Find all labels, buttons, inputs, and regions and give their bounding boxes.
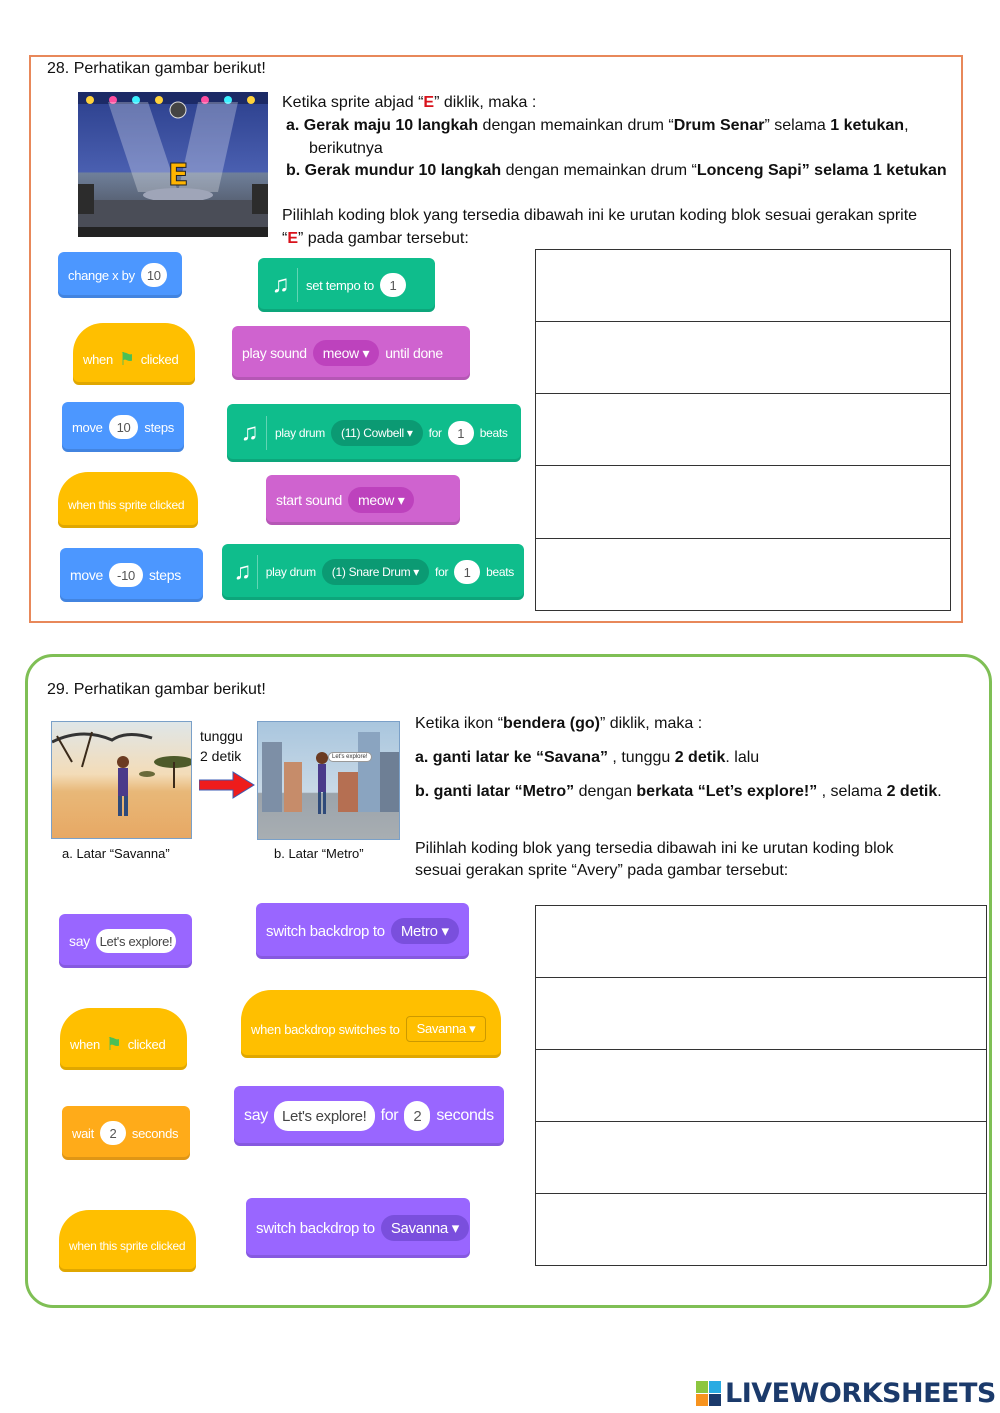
answer-slot-28-2[interactable] [535,321,951,394]
block-switch-backdrop-savanna[interactable]: switch backdrop to Savanna ▾ [246,1198,470,1258]
question-29-step-b: b. ganti latar “Metro” dengan berkata “Let’s explore!” , selama 2 detik. [415,783,942,800]
stage-letter-e-image [78,92,268,237]
question-29-title: 29. Perhatikan gambar berikut! [47,681,266,698]
wait-label [200,726,243,766]
answer-slot-29-4[interactable] [535,1121,987,1194]
question-28-step-a-cont: berikutnya [309,140,383,157]
question-29-step-a: a. ganti latar ke “Savana” , tunggu 2 detik. lalu [415,749,760,766]
block-when-flag-clicked-2[interactable]: when ⚑ clicked [60,1008,187,1070]
question-29-instruction: Pilihlah koding blok yang tersedia dibawah ini ke urutan koding blok [415,840,894,857]
question-28-step-b: b. Gerak mundur 10 langkah dengan memainkan drum “Lonceng Sapi” selama 1 ketukan [286,162,947,179]
block-switch-backdrop-metro[interactable]: switch backdrop to Metro ▾ [256,903,469,959]
speech-bubble: Let's explore! [328,752,372,762]
wait-label-line-2: 2 detik [200,748,242,764]
green-flag-icon: ⚑ [105,1033,122,1054]
stage-letter-e[interactable]: E [168,158,189,193]
question-28-title: 28. Perhatikan gambar berikut! [47,60,266,77]
caption-savanna: a. Latar “Savanna” [62,846,170,861]
answer-slot-29-1[interactable] [535,905,987,978]
block-change-x-by[interactable]: change x by 10 [58,252,182,298]
block-when-sprite-clicked[interactable]: when this sprite clicked [58,472,198,528]
question-28-instruction: Pilihlah koding blok yang tersedia dibawah ini ke urutan koding blok sesuai gerakan sprite [282,207,918,224]
savanna-backdrop-image [51,721,192,839]
liveworksheets-logo [696,1376,994,1410]
block-play-drum-snare[interactable]: ♫ play drum (1) Snare Drum ▾ for 1 beats [222,544,524,600]
block-move-neg10-steps[interactable]: move -10 steps [60,548,203,602]
answer-slot-28-1[interactable] [535,249,951,322]
block-say-for-seconds[interactable]: say Let's explore! for 2 seconds [234,1086,504,1146]
answer-slot-29-5[interactable] [535,1193,987,1266]
question-29-intro: Ketika ikon “bendera (go)” diklik, maka : [415,715,703,732]
block-move-10-steps[interactable]: move 10 steps [62,402,184,452]
metro-backdrop-image [257,721,400,840]
green-flag-icon: ⚑ [118,348,135,369]
block-play-drum-cowbell[interactable]: ♫ play drum (11) Cowbell ▾ for 1 beats [227,404,521,462]
block-when-sprite-clicked-2[interactable]: when this sprite clicked [59,1210,196,1272]
answer-slot-29-2[interactable] [535,977,987,1050]
question-29-instruction-2: sesuai gerakan sprite “Avery” pada gambar tersebut: [415,862,789,879]
block-wait-seconds[interactable]: wait 2 seconds [62,1106,190,1160]
answer-slot-28-5[interactable] [535,538,951,611]
block-when-flag-clicked[interactable]: when ⚑ clicked [73,323,195,385]
logo-text: LIVEWORKSHEETS [725,1377,996,1409]
question-28-intro: Ketika sprite abjad “E” diklik, maka : [282,94,537,111]
question-28-step-a: a. Gerak maju 10 langkah dengan memainkan drum “Drum Senar” selama 1 ketukan, [286,117,909,134]
block-say[interactable]: say Let's explore! [59,914,192,968]
caption-metro: b. Latar “Metro” [274,846,364,861]
block-start-sound[interactable]: start sound meow ▾ [266,475,460,525]
music-note-icon: ♫ [233,416,267,450]
arrow-right-icon [199,771,255,799]
answer-slot-28-4[interactable] [535,465,951,539]
music-note-icon: ♫ [264,268,298,302]
wait-label-line-1: tunggu [200,728,243,744]
block-play-sound-until-done[interactable]: play sound meow ▾ until done [232,326,470,380]
music-note-icon: ♫ [228,555,258,589]
answer-slot-29-3[interactable] [535,1049,987,1122]
block-set-tempo[interactable]: ♫ set tempo to 1 [258,258,435,312]
block-when-backdrop-switches[interactable]: when backdrop switches to Savanna ▾ [241,990,501,1058]
logo-grid-icon [696,1381,721,1406]
answer-slot-28-3[interactable] [535,393,951,466]
question-28-instruction-2: “E” pada gambar tersebut: [282,230,469,247]
